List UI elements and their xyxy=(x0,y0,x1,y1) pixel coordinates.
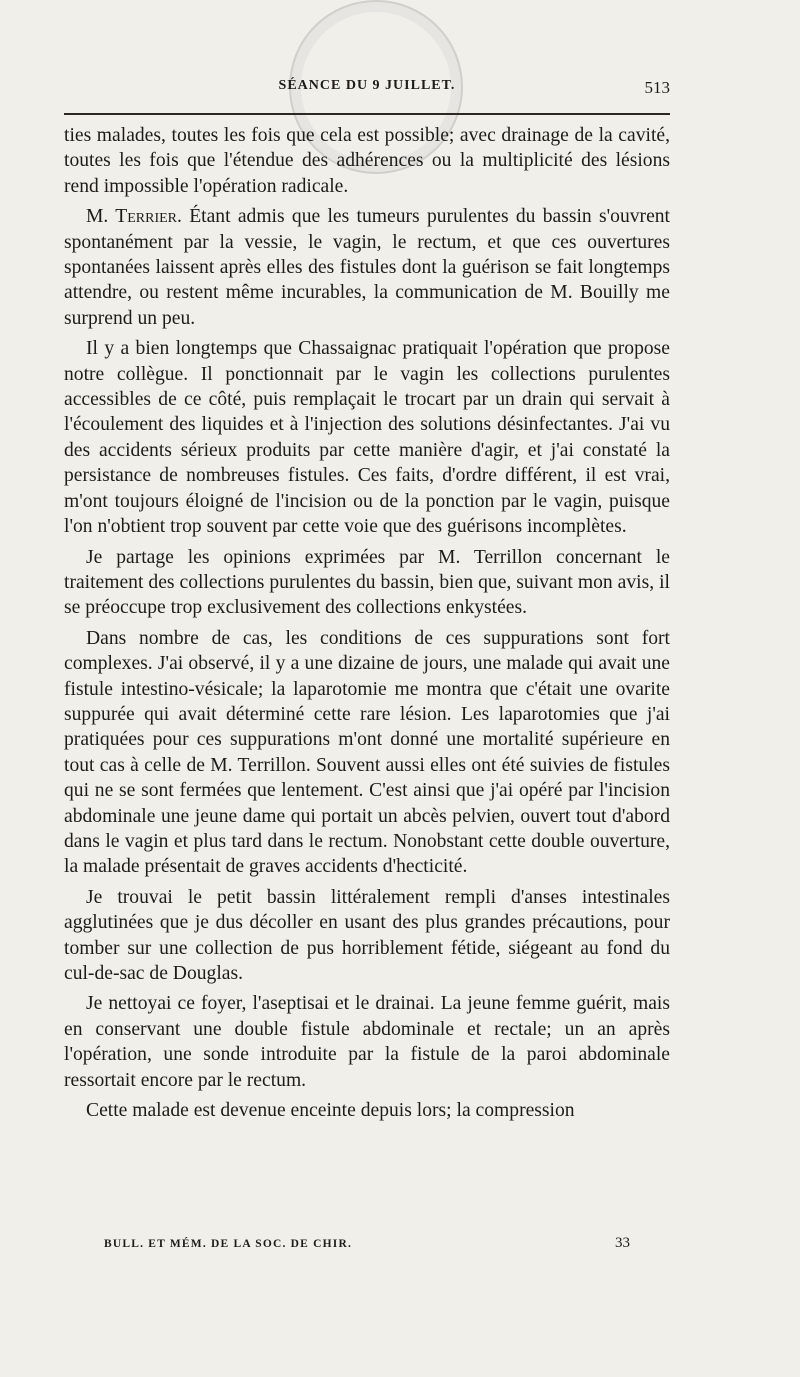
speaker-name: M. Terrier. xyxy=(86,206,182,228)
journal-title: BULL. ET MÉM. DE LA SOC. DE CHIR. xyxy=(104,1238,353,1250)
paragraph: Je partage les opinions exprimées par M. Terrillon concernant le traitement des collections purulentes du bassin, bien que, suivant mon avis, il se préoccupe trop exclusivement des collections enkystées. xyxy=(64,546,670,619)
signature-mark: 33 xyxy=(615,1235,630,1251)
body-text xyxy=(64,123,670,1128)
paragraph-text: Étant admis que les tumeurs purulentes du bassin s'ouvrent spontanément par la vessie, le vagin, le rectum, et que ces ouvertures spontanées laissent après elles des fistules dont la guérison se fait longtemps attendre, ou restent même incurables, la communication de M. Bouilly me surprend un peu. xyxy=(64,206,671,329)
page-header xyxy=(64,78,670,102)
document-page xyxy=(64,0,670,1377)
paragraph: Je nettoyai ce foyer, l'aseptisai et le drainai. La jeune femme guérit, mais en conservant une double fistule abdominale et rectale; un an après l'opération, une sonde introduite par la fistule de la paroi abdominale ressortait encore par le rectum. xyxy=(64,993,670,1091)
paragraph: ties malades, toutes les fois que cela est possible; avec drainage de la cavité, toutes les fois que l'étendue des adhérences ou la multiplicité des lésions rend impossible l'opération radicale. xyxy=(64,125,670,197)
paragraph: Dans nombre de cas, les conditions de ces suppurations sont fort complexes. J'ai observé, il y a une dizaine de jours, une malade qui avait une fistule intestino-vésicale; la laparotomie me montra que c'était une ovarite suppurée qui avait déterminé cette rare lésion. Les laparotomies que j'ai pratiquées pour ces suppurations m'ont donné une mortalité supérieure en tout cas à celle de M. Terrillon. Souvent aussi elles ont été suivies de fistules qui ne se sont fermées que lentement. C'est ainsi que j'ai opéré par l'incision abdominale une jeune dame qui portait un abcès pelvien, ouvert tout d'abord dans le vagin et plus tard dans le rectum. Nonobstant cette double ouverture, la malade présentait de graves accidents d'hecticité. xyxy=(64,627,670,878)
paragraph xyxy=(64,204,670,331)
page-number: 513 xyxy=(644,78,670,97)
paragraph: Il y a bien longtemps que Chassaignac pratiquait l'opération que propose notre collègue. Il ponctionnait par le vagin les collections purulentes accessibles de ce côté, puis remplaçait le trocart par un drain qui servait à l'écoulement des liquides et à l'injection des solutions désinfectantes. J'ai vu des accidents sérieux produits par cette manière d'agir, et j'ai constaté la persistance de nombreuses fistules. Ces faits, d'ordre différent, il est vrai, m'ont toujours éloigné de l'incision ou de la ponction par le vagin, puisque l'on n'obtient trop souvent par cette voie que des guérisons incomplètes. xyxy=(64,338,670,538)
paragraph: Je trouvai le petit bassin littéralement rempli d'anses intestinales agglutinées que je dus décoller en usant des plus grandes précautions, pour tomber sur une collection de pus horriblement fétide, siégeant au fond du cul-de-sac de Douglas. xyxy=(64,886,670,984)
page-footer xyxy=(104,1235,630,1260)
paragraph: Cette malade est devenue enceinte depuis lors; la compression xyxy=(86,1100,575,1122)
header-rule xyxy=(64,113,670,115)
running-head: SÉANCE DU 9 JUILLET. xyxy=(278,78,456,93)
